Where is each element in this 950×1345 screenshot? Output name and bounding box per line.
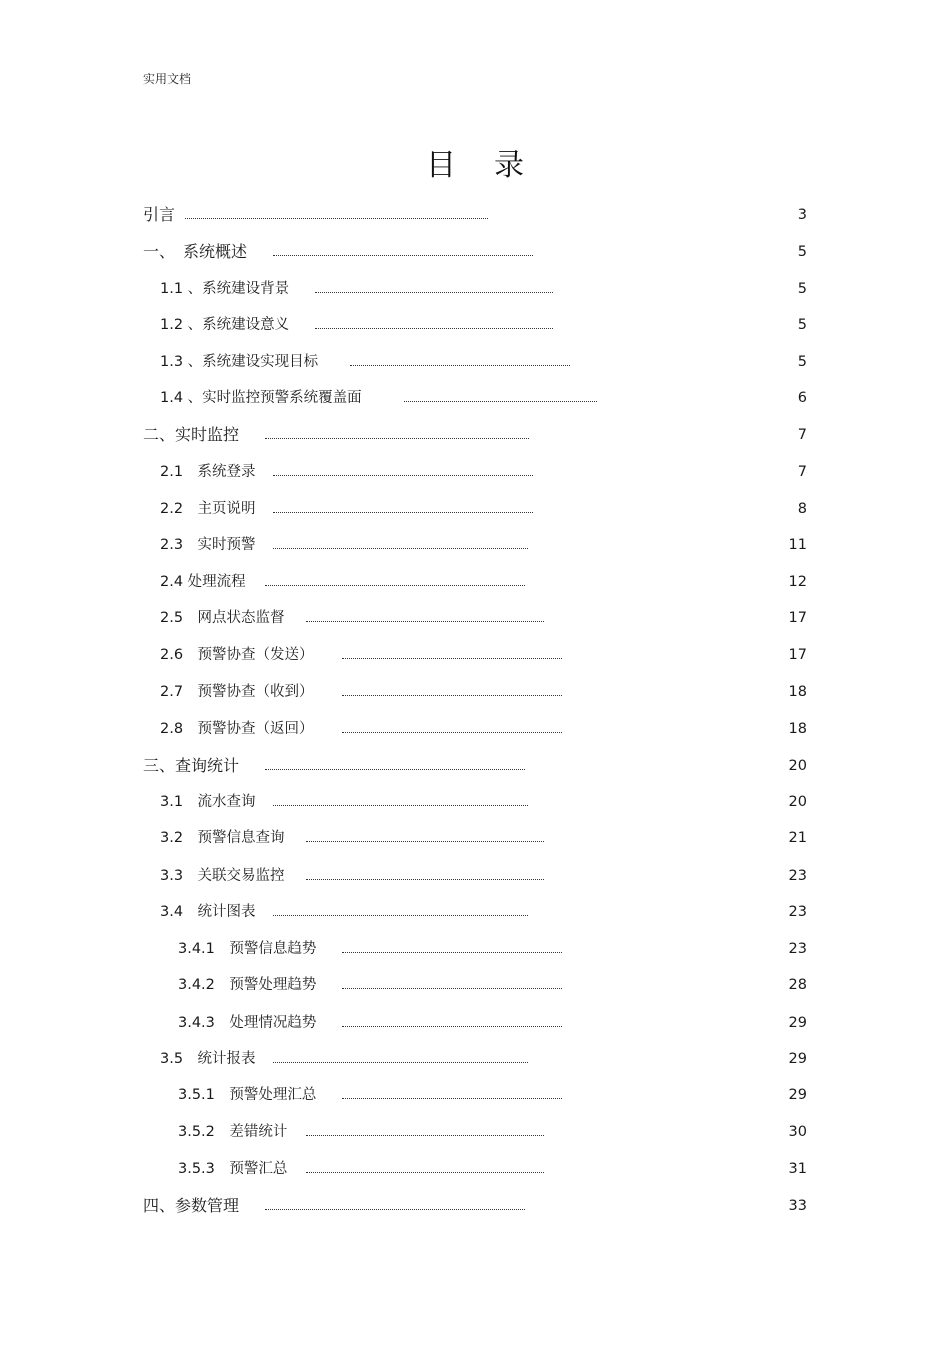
toc-entry-label: 2.3 实时预警 — [160, 537, 256, 553]
toc-page-number: 21 — [788, 830, 807, 846]
toc-entry[interactable] — [0, 680, 950, 704]
toc-page-number: 31 — [788, 1161, 807, 1177]
toc-dot-leader — [404, 401, 597, 402]
toc-dot-leader — [342, 658, 562, 659]
toc-dot-leader — [306, 621, 544, 622]
toc-entry[interactable] — [0, 717, 950, 741]
toc-page-number: 29 — [788, 1051, 807, 1067]
toc-dot-leader — [273, 1062, 528, 1063]
toc-dot-leader — [265, 769, 525, 770]
toc-page-number: 20 — [788, 794, 807, 810]
toc-entry-label: 3.4.2 预警处理趋势 — [178, 977, 317, 993]
toc-page-number: 17 — [788, 647, 807, 663]
toc-page-number: 11 — [788, 537, 807, 553]
toc-page-number: 23 — [788, 868, 807, 884]
toc-dot-leader — [306, 1135, 544, 1136]
toc-entry[interactable] — [0, 973, 950, 997]
toc-entry-label: 3.5.1 预警处理汇总 — [178, 1087, 317, 1103]
toc-dot-leader — [273, 475, 533, 476]
toc-entry-label: 引言 — [143, 205, 176, 224]
toc-dot-leader — [342, 1026, 562, 1027]
toc-dot-leader — [342, 988, 562, 989]
toc-page-number: 29 — [788, 1087, 807, 1103]
toc-entry[interactable] — [0, 460, 950, 484]
toc-page-number: 8 — [797, 501, 807, 517]
toc-dot-leader — [342, 1098, 562, 1099]
toc-page-number: 5 — [797, 354, 807, 370]
toc-dot-leader — [265, 585, 525, 586]
toc-entry[interactable] — [0, 570, 950, 594]
toc-dot-leader — [350, 365, 570, 366]
toc-entry[interactable] — [0, 240, 950, 264]
running-header: 实用文档 — [143, 72, 192, 86]
toc-entry-label: 2.4 处理流程 — [160, 574, 246, 590]
toc-page-number: 18 — [788, 721, 807, 737]
toc-entry[interactable] — [0, 313, 950, 337]
toc-entry[interactable] — [0, 386, 950, 410]
toc-entry-label: 2.6 预警协查（发送） — [160, 647, 314, 663]
toc-dot-leader — [342, 695, 562, 696]
toc-page-number: 23 — [788, 904, 807, 920]
toc-entry[interactable] — [0, 1157, 950, 1181]
toc-page-number: 28 — [788, 977, 807, 993]
toc-entry-label: 1.1 、系统建设背景 — [160, 281, 290, 297]
toc-page-number: 12 — [788, 574, 807, 590]
toc-page-number: 23 — [788, 941, 807, 957]
toc-page-number: 20 — [788, 758, 807, 774]
toc-dot-leader — [273, 512, 533, 513]
toc-entry[interactable] — [0, 826, 950, 850]
toc-entry[interactable] — [0, 900, 950, 924]
toc-page-number: 5 — [797, 244, 807, 260]
toc-entry-label: 四、参数管理 — [143, 1196, 240, 1215]
toc-page-number: 7 — [797, 464, 807, 480]
toc-page-number: 3 — [797, 207, 807, 223]
toc-dot-leader — [342, 952, 562, 953]
toc-page-number: 33 — [788, 1198, 807, 1214]
toc-entry[interactable] — [0, 754, 950, 778]
toc-dot-leader — [273, 255, 533, 256]
toc-entry[interactable] — [0, 1120, 950, 1144]
toc-entry[interactable] — [0, 1011, 950, 1035]
toc-entry[interactable] — [0, 864, 950, 888]
toc-dot-leader — [185, 218, 488, 219]
toc-entry[interactable] — [0, 790, 950, 814]
toc-dot-leader — [306, 841, 544, 842]
toc-entry-label: 3.4.3 处理情况趋势 — [178, 1015, 317, 1031]
toc-entry-label: 3.5 统计报表 — [160, 1051, 256, 1067]
toc-entry-label: 2.5 网点状态监督 — [160, 610, 285, 626]
toc-dot-leader — [315, 292, 553, 293]
toc-page-number: 18 — [788, 684, 807, 700]
toc-entry[interactable] — [0, 1083, 950, 1107]
toc-entry-label: 1.2 、系统建设意义 — [160, 317, 290, 333]
toc-entry-label: 二、实时监控 — [143, 425, 240, 444]
toc-entry-label: 3.5.3 预警汇总 — [178, 1161, 288, 1177]
toc-page-number: 5 — [797, 281, 807, 297]
toc-entry[interactable] — [0, 606, 950, 630]
toc-entry-label: 3.4 统计图表 — [160, 904, 256, 920]
toc-entry-label: 3.5.2 差错统计 — [178, 1124, 288, 1140]
toc-dot-leader — [265, 1209, 525, 1210]
toc-dot-leader — [273, 915, 528, 916]
toc-entry-label: 2.1 系统登录 — [160, 464, 256, 480]
toc-entry-label: 3.3 关联交易监控 — [160, 868, 285, 884]
toc-entry-label: 一、 系统概述 — [143, 242, 248, 261]
toc-entry-label: 2.2 主页说明 — [160, 501, 256, 517]
toc-page-number: 6 — [797, 390, 807, 406]
toc-entry[interactable] — [0, 1047, 950, 1071]
toc-page-number: 7 — [797, 427, 807, 443]
toc-page-number: 30 — [788, 1124, 807, 1140]
toc-entry-label: 2.8 预警协查（返回） — [160, 721, 314, 737]
toc-entry-label: 三、查询统计 — [143, 756, 240, 775]
toc-entry-label: 1.3 、系统建设实现目标 — [160, 354, 319, 370]
toc-dot-leader — [273, 548, 528, 549]
toc-dot-leader — [306, 879, 544, 880]
toc-entry[interactable] — [0, 1194, 950, 1218]
toc-entry[interactable] — [0, 643, 950, 667]
toc-page-number: 29 — [788, 1015, 807, 1031]
toc-dot-leader — [315, 328, 553, 329]
toc-entry-label: 3.4.1 预警信息趋势 — [178, 941, 317, 957]
toc-page-number: 5 — [797, 317, 807, 333]
toc-entry[interactable] — [0, 423, 950, 447]
toc-dot-leader — [273, 805, 528, 806]
toc-entry[interactable] — [0, 937, 950, 961]
toc-entry[interactable] — [0, 277, 950, 301]
toc-entry-label: 3.1 流水查询 — [160, 794, 256, 810]
toc-dot-leader — [306, 1172, 544, 1173]
toc-entry[interactable] — [0, 350, 950, 374]
toc-entry-label: 1.4 、实时监控预警系统覆盖面 — [160, 390, 362, 406]
toc-entry-label: 2.7 预警协查（收到） — [160, 684, 314, 700]
toc-title: 目录 — [426, 148, 562, 183]
toc-entry-label: 3.2 预警信息查询 — [160, 830, 285, 846]
toc-page-number: 17 — [788, 610, 807, 626]
toc-dot-leader — [265, 438, 529, 439]
toc-entry[interactable] — [0, 533, 950, 557]
toc-dot-leader — [342, 732, 562, 733]
toc-entry[interactable] — [0, 497, 950, 521]
toc-entry[interactable] — [0, 203, 950, 227]
